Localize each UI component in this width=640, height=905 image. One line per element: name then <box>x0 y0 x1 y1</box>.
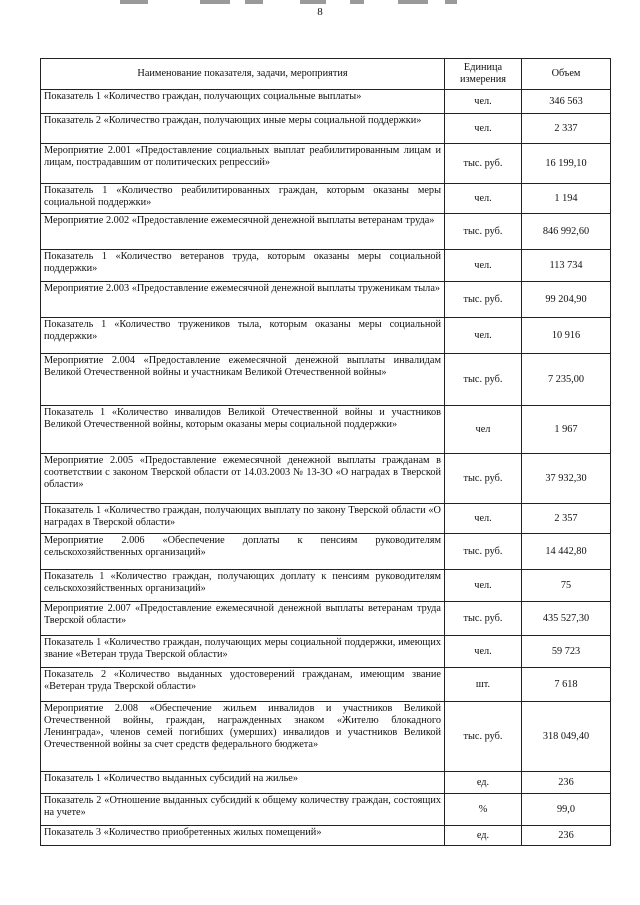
row-unit: чел. <box>445 570 522 602</box>
row-name: Показатель 1 «Количество выданных субсидий на жилье» <box>41 772 445 794</box>
row-volume: 346 563 <box>522 90 611 114</box>
row-unit: чел. <box>445 114 522 144</box>
table-row <box>41 114 611 144</box>
row-name: Мероприятие 2.005 «Предоставление ежемесячной денежной выплаты гражданам в соответствии с законом Тверской области от 14.03.2003 № 13-ЗО «О наградах в Тверской области» <box>41 454 445 504</box>
row-unit: тыс. руб. <box>445 454 522 504</box>
row-volume: 2 337 <box>522 114 611 144</box>
row-unit: тыс. руб. <box>445 602 522 636</box>
row-name: Показатель 2 «Количество выданных удостоверений гражданам, имеющим звание «Ветеран труда Тверской области» <box>41 668 445 702</box>
row-name: Показатель 1 «Количество граждан, получающих меры социальной поддержки, имеющих звание «Ветеран труда Тверской области» <box>41 636 445 668</box>
row-volume: 1 967 <box>522 406 611 454</box>
header-unit: Единица измерения <box>445 59 522 90</box>
row-volume: 75 <box>522 570 611 602</box>
row-volume: 846 992,60 <box>522 214 611 250</box>
row-volume: 10 916 <box>522 318 611 354</box>
row-name: Показатель 2 «Отношение выданных субсидий к общему количеству граждан, состоящих на учете» <box>41 794 445 826</box>
row-name: Показатель 1 «Количество граждан, получающих выплату по закону Тверской области «О наградах в Тверской области» <box>41 504 445 534</box>
row-unit: чел. <box>445 636 522 668</box>
row-unit: тыс. руб. <box>445 702 522 772</box>
table-row <box>41 602 611 636</box>
row-unit: тыс. руб. <box>445 354 522 406</box>
table-row <box>41 826 611 846</box>
row-name: Показатель 2 «Количество граждан, получающих иные меры социальной поддержки» <box>41 114 445 144</box>
row-name: Мероприятие 2.002 «Предоставление ежемесячной денежной выплаты ветеранам труда» <box>41 214 445 250</box>
row-volume: 7 235,00 <box>522 354 611 406</box>
table-row <box>41 534 611 570</box>
row-unit: ед. <box>445 826 522 846</box>
row-name: Мероприятие 2.007 «Предоставление ежемесячной денежной выплаты ветеранам труда Тверской области» <box>41 602 445 636</box>
row-volume: 16 199,10 <box>522 144 611 184</box>
row-name: Показатель 1 «Количество граждан, получающих социальные выплаты» <box>41 90 445 114</box>
row-unit: чел <box>445 406 522 454</box>
row-name: Показатель 1 «Количество реабилитированных граждан, которым оказаны меры социальной поддержки» <box>41 184 445 214</box>
indicators-table <box>40 58 611 846</box>
row-unit: шт. <box>445 668 522 702</box>
table-row <box>41 702 611 772</box>
row-name: Показатель 1 «Количество граждан, получающих доплату к пенсиям руководителям сельскохозяйственных организаций» <box>41 570 445 602</box>
row-unit: чел. <box>445 90 522 114</box>
row-unit: тыс. руб. <box>445 282 522 318</box>
row-name: Показатель 1 «Количество ветеранов труда, которым оказаны меры социальной поддержки» <box>41 250 445 282</box>
row-volume: 99,0 <box>522 794 611 826</box>
row-name: Показатель 1 «Количество тружеников тыла, которым оказаны меры социальной поддержки» <box>41 318 445 354</box>
table-row <box>41 90 611 114</box>
row-unit: тыс. руб. <box>445 534 522 570</box>
row-volume: 37 932,30 <box>522 454 611 504</box>
row-name: Показатель 3 «Количество приобретенных жилых помещений» <box>41 826 445 846</box>
table-row <box>41 504 611 534</box>
row-unit: чел. <box>445 504 522 534</box>
table-row <box>41 282 611 318</box>
row-volume: 14 442,80 <box>522 534 611 570</box>
row-name: Мероприятие 2.004 «Предоставление ежемесячной денежной выплаты инвалидам Великой Отечественной войны и участникам Великой Отечественной войны» <box>41 354 445 406</box>
table-row <box>41 250 611 282</box>
table-row <box>41 318 611 354</box>
row-volume: 236 <box>522 826 611 846</box>
table-row <box>41 354 611 406</box>
row-name: Мероприятие 2.006 «Обеспечение доплаты к пенсиям руководителям сельскохозяйственных организаций» <box>41 534 445 570</box>
row-unit: чел. <box>445 184 522 214</box>
table-row <box>41 454 611 504</box>
row-name: Мероприятие 2.001 «Предоставление социальных выплат реабилитированным лицам и лицам, пострадавшим от политических репрессий» <box>41 144 445 184</box>
row-volume: 318 049,40 <box>522 702 611 772</box>
row-name: Мероприятие 2.008 «Обеспечение жильем инвалидов и участников Великой Отечественной войны, граждан, награжденных знаком «Жителю блокадного Ленинграда», членов семей погибших (умерших) инвалидов и участников Великой Отечественной войны за счет средств федерального бюджета» <box>41 702 445 772</box>
table-row <box>41 794 611 826</box>
row-volume: 435 527,30 <box>522 602 611 636</box>
table-row <box>41 636 611 668</box>
row-unit: ед. <box>445 772 522 794</box>
row-unit: чел. <box>445 250 522 282</box>
row-volume: 113 734 <box>522 250 611 282</box>
row-volume: 1 194 <box>522 184 611 214</box>
row-name: Мероприятие 2.003 «Предоставление ежемесячной денежной выплаты труженикам тыла» <box>41 282 445 318</box>
row-unit: тыс. руб. <box>445 214 522 250</box>
row-unit: тыс. руб. <box>445 144 522 184</box>
header-volume: Объем <box>522 59 611 90</box>
row-volume: 236 <box>522 772 611 794</box>
table-row <box>41 668 611 702</box>
page-number: 8 <box>317 6 323 18</box>
table-row <box>41 184 611 214</box>
table-row <box>41 144 611 184</box>
row-volume: 59 723 <box>522 636 611 668</box>
table-row <box>41 772 611 794</box>
row-volume: 7 618 <box>522 668 611 702</box>
table-row <box>41 570 611 602</box>
row-volume: 2 357 <box>522 504 611 534</box>
table-row <box>41 406 611 454</box>
row-volume: 99 204,90 <box>522 282 611 318</box>
row-unit: чел. <box>445 318 522 354</box>
header-name: Наименование показателя, задачи, мероприятия <box>41 59 445 90</box>
table-row <box>41 214 611 250</box>
row-name: Показатель 1 «Количество инвалидов Великой Отечественной войны и участников Великой Отечественной войны, которым оказаны меры социальной поддержки» <box>41 406 445 454</box>
table-header-row <box>41 59 611 90</box>
row-unit: % <box>445 794 522 826</box>
